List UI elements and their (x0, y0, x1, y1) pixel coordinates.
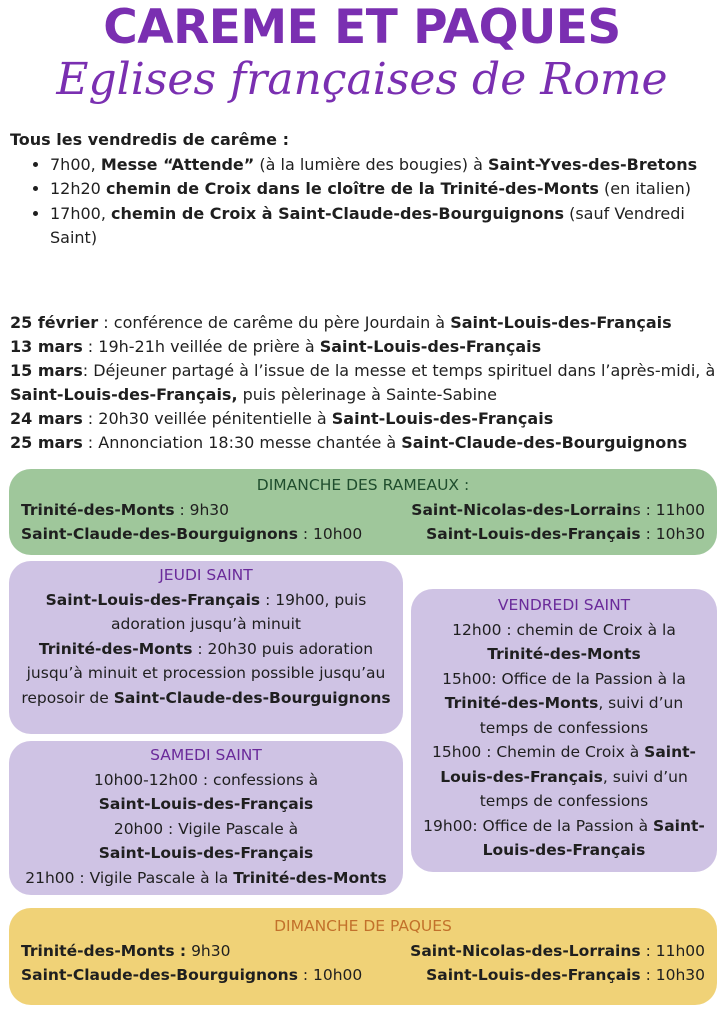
paques-entry: Trinité-des-Monts : 9h30 (21, 941, 231, 960)
weekly-list (10, 153, 716, 251)
list-item: • 12h20 chemin de Croix dans le cloître de la Trinité-des-Monts (en italien) (50, 177, 716, 202)
rameaux-row (21, 522, 705, 547)
rameaux-entry: Saint-Nicolas-des-Lorrains : 11h00 (411, 500, 705, 519)
jeudi-entry: Trinité-des-Monts : 20h30 puis adoration jusqu’à minuit et procession possible jusqu’au reposoir de Saint-Claude-des-Bourguignons (21, 639, 391, 707)
rameaux-entry: Saint-Louis-des-Français : 10h30 (426, 525, 705, 543)
jeudi-entry: Saint-Louis-des-Français : 19h00, puis adoration jusqu’à minuit (45, 590, 367, 633)
paques-heading: DIMANCHE DE PAQUES (274, 917, 452, 935)
samedi-line: Saint-Louis-des-Français (98, 795, 314, 813)
paques-row (21, 939, 705, 964)
samedi-line: 10h00-12h00 : confessions à (93, 770, 319, 789)
rameaux-entry: Trinité-des-Monts : 9h30 (21, 500, 230, 519)
paques-entry: Saint-Nicolas-des-Lorrains : 11h00 (410, 941, 705, 960)
paques-entry: Saint-Claude-des-Bourguignons : 10h00 (21, 966, 363, 984)
weekly-lead: Tous les vendredis de carême : (10, 130, 289, 149)
vendredi-entry: 19h00: Office de la Passion à Saint-Louis-des-Français (423, 816, 705, 859)
weekly-schedule (10, 128, 716, 251)
list-item: • 17h00, chemin de Croix à Saint-Claude-des-Bourguignons (sauf Vendredi Saint) (50, 202, 716, 251)
samedi-line: 20h00 : Vigile Pascale à (113, 819, 299, 838)
list-item: • 7h00, Messe “Attende” (à la lumière des bougies) à Saint-Yves-des-Bretons (50, 153, 716, 178)
rameaux-entry: Saint-Claude-des-Bourguignons : 10h00 (21, 525, 363, 543)
rameaux-box (9, 469, 717, 555)
event-dates (10, 311, 716, 455)
rameaux-heading: DIMANCHE DES RAMEAUX : (256, 476, 470, 494)
paques-entry: Saint-Louis-des-Français : 10h30 (426, 966, 705, 984)
rameaux-row (21, 498, 705, 523)
vendredi-heading: VENDREDI SAINT (497, 596, 631, 614)
vendredi-entry: 15h00: Office de la Passion à la Trinité-des-Monts, suivi d’un temps de confessions (442, 669, 686, 737)
page-title: CAREME ET PAQUES (103, 0, 621, 55)
date-entry: 25 février : conférence de carême du père Jourdain à Saint-Louis-des-Français (10, 313, 672, 332)
date-entry: 15 mars: Déjeuner partagé à l’issue de la messe et temps spirituel dans l’après-midi, à Saint-Louis-des-Français, puis pèlerinage à Sainte-Sabine (10, 361, 716, 404)
jeudi-heading: JEUDI SAINT (159, 566, 253, 584)
date-entry: 13 mars : 19h-21h veillée de prière à Saint-Louis-des-Français (10, 337, 542, 356)
page-subtitle: Eglises françaises de Rome (56, 54, 668, 105)
paques-box (9, 908, 717, 1005)
jeudi-box (9, 561, 403, 734)
samedi-box (9, 741, 403, 895)
samedi-line: 21h00 : Vigile Pascale à la Trinité-des-Monts (25, 868, 387, 887)
samedi-line: Saint-Louis-des-Français (98, 844, 314, 862)
date-entry: 25 mars : Annonciation 18:30 messe chantée à Saint-Claude-des-Bourguignons (10, 433, 688, 452)
vendredi-entry: 15h00 : Chemin de Croix à Saint-Louis-des-Français, suivi d’un temps de confessions (432, 743, 696, 810)
vendredi-entry: 12h00 : chemin de Croix à la Trinité-des-Monts (452, 620, 676, 663)
vendredi-box (411, 589, 717, 872)
samedi-heading: SAMEDI SAINT (150, 746, 262, 764)
paques-row (21, 963, 705, 988)
date-entry: 24 mars : 20h30 veillée pénitentielle à Saint-Louis-des-Français (10, 409, 554, 428)
